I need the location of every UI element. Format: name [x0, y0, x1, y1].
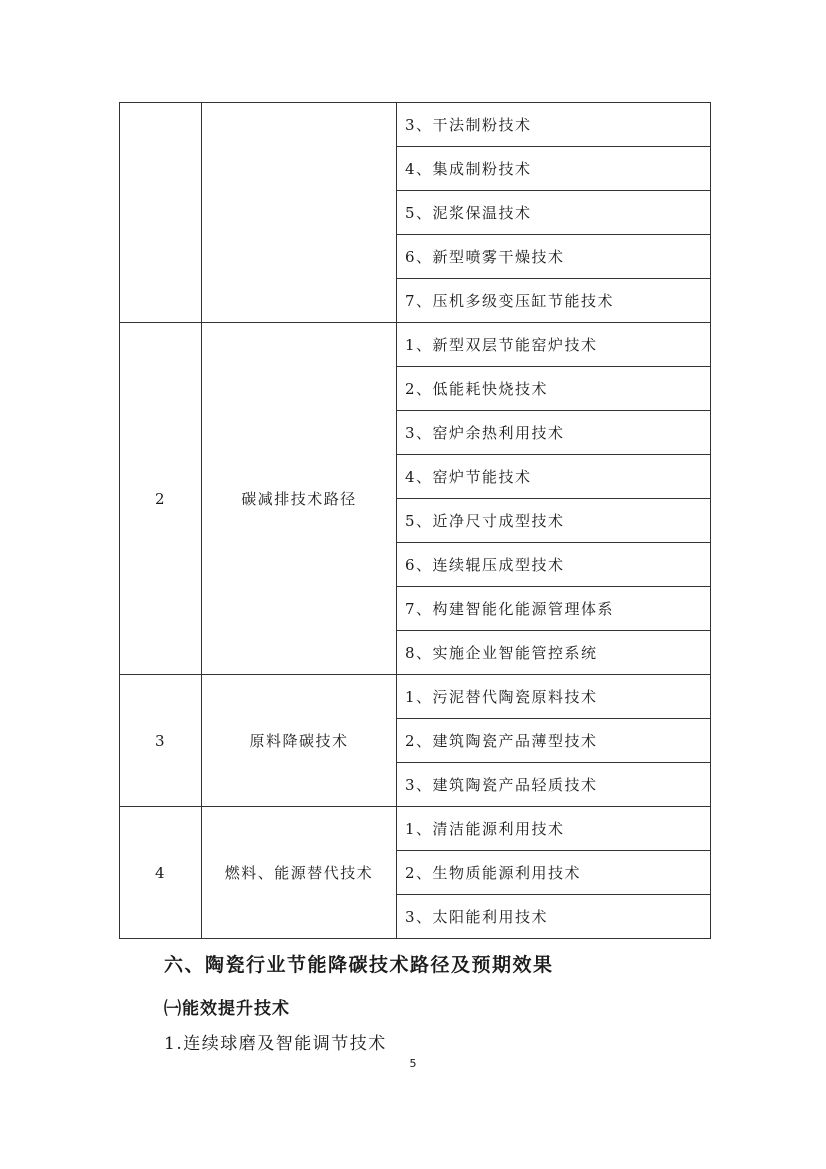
table-row: [120, 103, 711, 147]
technology-item: 3、建筑陶瓷产品轻质技术: [397, 763, 711, 807]
section-heading: 六、陶瓷行业节能降碳技术路径及预期效果: [164, 954, 554, 976]
technology-item: 6、新型喷雾干燥技术: [397, 235, 711, 279]
table-row: [120, 323, 711, 367]
technology-item: 2、建筑陶瓷产品薄型技术: [397, 719, 711, 763]
table-row: [120, 675, 711, 719]
technology-item: 6、连续辊压成型技术: [397, 543, 711, 587]
technology-item: 3、太阳能利用技术: [397, 895, 711, 939]
technology-item: 2、低能耗快烧技术: [397, 367, 711, 411]
group-category: 燃料、能源替代技术: [202, 807, 397, 939]
table-row: [120, 807, 711, 851]
technology-item: 7、压机多级变压缸节能技术: [397, 279, 711, 323]
group-number: 4: [120, 807, 202, 939]
technology-item: 4、集成制粉技术: [397, 147, 711, 191]
technology-item: 1、污泥替代陶瓷原料技术: [397, 675, 711, 719]
group-category: 碳减排技术路径: [202, 323, 397, 675]
technology-item: 4、窑炉节能技术: [397, 455, 711, 499]
technology-item: 5、近净尺寸成型技术: [397, 499, 711, 543]
technology-item: 7、构建智能化能源管理体系: [397, 587, 711, 631]
item-heading: 1.连续球磨及智能调节技术: [164, 1034, 387, 1054]
tech-path-table: [119, 102, 711, 939]
page-number: 5: [409, 1057, 417, 1070]
technology-item: 1、清洁能源利用技术: [397, 807, 711, 851]
technology-item: 3、窑炉余热利用技术: [397, 411, 711, 455]
technology-item: 2、生物质能源利用技术: [397, 851, 711, 895]
subsection-heading: ㈠能效提升技术: [164, 999, 290, 1019]
group-number: [120, 103, 202, 323]
technology-item: 1、新型双层节能窑炉技术: [397, 323, 711, 367]
group-category: [202, 103, 397, 323]
group-number: 3: [120, 675, 202, 807]
group-category: 原料降碳技术: [202, 675, 397, 807]
technology-item: 8、实施企业智能管控系统: [397, 631, 711, 675]
technology-item: 5、泥浆保温技术: [397, 191, 711, 235]
group-number: 2: [120, 323, 202, 675]
technology-item: 3、干法制粉技术: [397, 103, 711, 147]
